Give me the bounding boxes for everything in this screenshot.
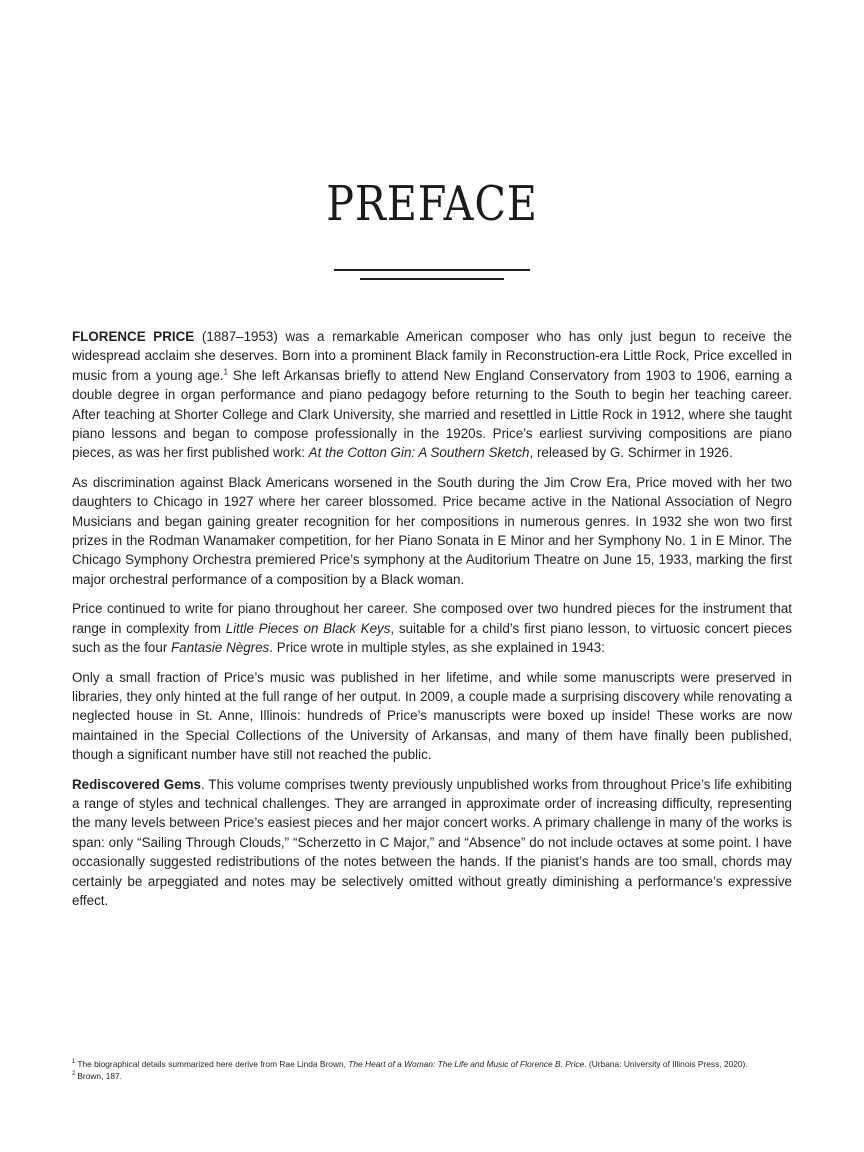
footnote-ref-1[interactable]: 1 [223, 367, 228, 377]
paragraph-rediscovered-gems: Rediscovered Gems. This volume comprises twenty previously unpublished works from throughout Price’s life exhibiting a range of styles and technical challenges. They are arranged in approximate order of increasing difficulty, representing the many levels between Price’s easiest pieces and her major concert works. A primary challenge in many of the works is span: only “Sailing Through Clouds,” “Scherzetto in C Major,” and “Absence” do not include octaves at some point. I have occasionally suggested redistributions of the notes between the hands. If the pianist’s hands are too small, chords may certainly be arpeggiated and notes may be selectively omitted without greatly diminishing a performance’s expressive effect. [72, 776, 792, 908]
composer-name: FLORENCE PRICE [72, 329, 195, 344]
section-lead: Rediscovered Gems [72, 776, 201, 792]
paragraph-piano-works: Price continued to write for piano throughout her career. She composed over two hundred pieces for the instrument that range in complexity from Little Pieces on Black Keys, suitable for a child’s first piano lesson, to virtuosic concert pieces such as the four Fantasie Nègres. Price wrote in multiple styles, as she explained in 1943: [72, 601, 792, 656]
footnotes [72, 1058, 792, 1082]
title-rule-short [360, 278, 504, 280]
work-title: Little Pieces on Black Keys [225, 620, 391, 636]
paragraph-chicago: As discrimination against Black Americans worsened in the South during the Jim Crow Era, Price moved with her two daughters to Chicago in 1927 where her career blossomed. Price became active in the National Association of Negro Musicians and began gaining greater recognition for her compositions in numerous genres. In 1932 she won two first prizes in the Rodman Wanamaker competition, for her Piano Sonata in E Minor and her Symphony No. 1 in E Minor. The Chicago Symphony Orchestra premiered Price’s symphony at the Auditorium Theatre on June 15, 1933, marking the first major orchestral performance of a composition by a Black woman. [72, 474, 792, 587]
paragraph-manuscripts: Only a small fraction of Price’s music was published in her lifetime, and while some manuscripts were preserved in libraries, they only hinted at the full range of her output. In 2009, a couple made a surprising discovery while renovating a neglected house in St. Anne, Illinois: hundreds of Price’s manuscripts were boxed up inside! These works are now maintained in the Special Collections of the University of Arkansas, and many of them have finally been published, though a significant number have still not reached the public. [72, 669, 792, 763]
title-rule-long [334, 269, 530, 271]
preface-body [72, 327, 792, 920]
footnote-1: $^1$ The biographical details summarized here derive from Rae Linda Brown, The Heart of a Woman: The Life and Music of Florence B. Price. (Urbana: University of Illinois Press, 2020). [72, 1059, 748, 1069]
footnote-2: $^2$ Brown, 187. [72, 1071, 123, 1081]
work-title: Fantasie Nègres [171, 640, 270, 656]
paragraph-intro: FLORENCE PRICE (1887–1953) was a remarkable American composer who has only just begun to receive the widespread acclaim she deserves. Born into a prominent Black family in Reconstruction-era Little Rock, Price excelled in music from a young age.$^1$ She left Arkansas briefly to attend New England Conservatory from 1903 to 1906, earning a double degree in organ performance and piano pedagogy before returning to the South to begin her teaching career. After teaching at Shorter College and Clark University, she married and resettled in Little Rock in 1912, where she taught piano lessons and began to compose professionally in the 1920s. Price’s earliest surviving compositions are piano pieces, as was her first published work: At the Cotton Gin: A Southern Sketch, released by G. Schirmer in 1926. [72, 329, 792, 461]
page-title: PREFACE [326, 176, 538, 232]
work-title: At the Cotton Gin: A Southern Sketch [308, 445, 530, 461]
